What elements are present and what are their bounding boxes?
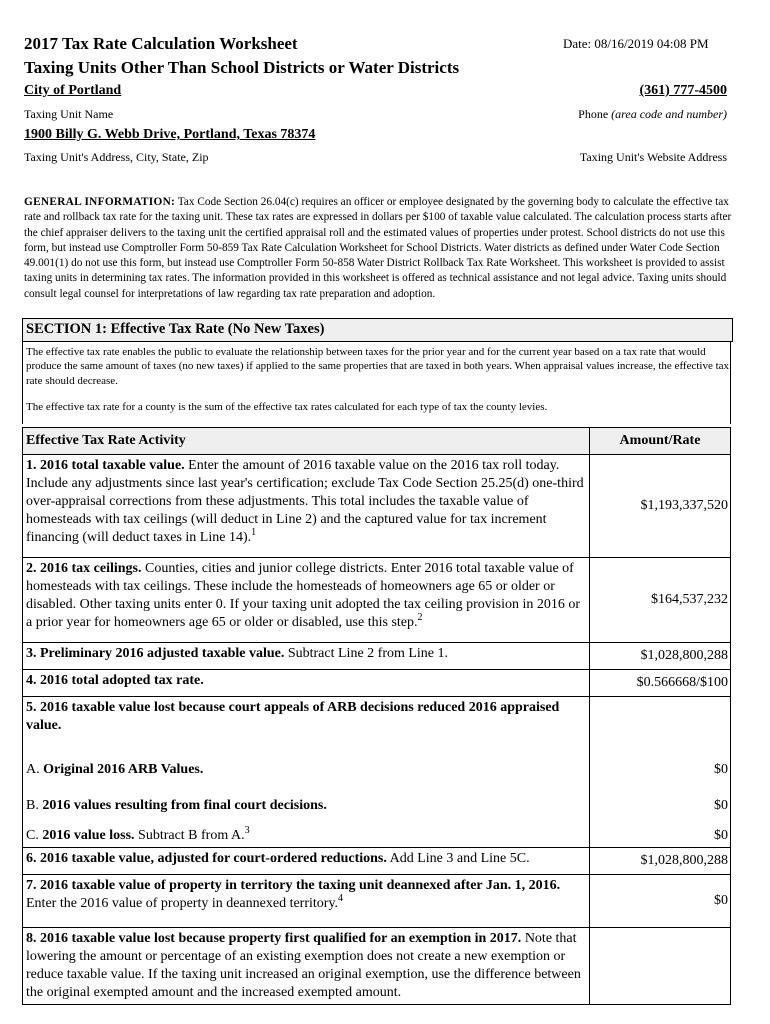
table-row bbox=[23, 875, 731, 928]
line-instructions: Subtract Line 2 from Line 1. bbox=[284, 646, 449, 661]
table-row bbox=[23, 781, 731, 817]
line-label: 8. 2016 taxable value lost because property first qualified for an exemption in 2017. bbox=[26, 931, 522, 946]
line-amount[interactable]: $1,028,800,288 bbox=[590, 848, 731, 875]
line-instructions: Enter the amount of 2016 taxable value on the 2016 tax roll today. Include any adjustments since last year's certification; exclude Tax Code Section 25.25(d) one-third over-appraisal corrections from these adjustments. This total includes the taxable value of homesteads with tax ceilings (will deduct in Line 2) and the captured value for tax increment financing (will deduct taxes in Line 14). bbox=[26, 458, 584, 545]
table-row bbox=[23, 643, 731, 670]
col-amount-header: Amount/Rate bbox=[590, 428, 731, 455]
footnote-marker: 2 bbox=[417, 612, 423, 623]
table-row bbox=[23, 697, 731, 746]
address-label: Taxing Unit's Address, City, State, Zip bbox=[24, 150, 209, 164]
line-description bbox=[23, 697, 590, 746]
table-row bbox=[23, 848, 731, 875]
line-prefix: C. bbox=[26, 828, 43, 843]
line-description bbox=[23, 781, 590, 817]
line-description bbox=[23, 558, 590, 643]
line-label: Original 2016 ARB Values. bbox=[43, 762, 204, 777]
section-1-heading: SECTION 1: Effective Tax Rate (No New Taxes) bbox=[22, 318, 733, 342]
line-description bbox=[23, 670, 590, 697]
line-description bbox=[23, 455, 590, 558]
table-row bbox=[23, 745, 731, 781]
line-amount[interactable]: $0 bbox=[590, 781, 731, 817]
line-amount[interactable]: $1,028,800,288 bbox=[590, 643, 731, 670]
general-information bbox=[24, 195, 742, 302]
table-header-row bbox=[23, 428, 731, 455]
line-instructions: Note that lowering the amount or percentage of an existing exemption does not create a new exemption or reduce taxable value. If the taxing unit increased an original exemption, use the difference between the original exempted amount and the increased exempted amount. bbox=[26, 931, 581, 1000]
worksheet-subtitle: Taxing Units Other Than School Districts or Water Districts bbox=[24, 58, 460, 77]
section-1-desc-paragraph-2: The effective tax rate for a county is the sum of the effective tax rates calculated for each type of tax the county levies. bbox=[26, 401, 548, 414]
table-row bbox=[23, 455, 731, 558]
footnote-marker: 4 bbox=[338, 893, 344, 904]
worksheet-date: Date: 08/16/2019 04:08 PM bbox=[563, 36, 709, 51]
taxing-unit-name-value[interactable]: City of Portland bbox=[24, 83, 122, 98]
line-instructions: Subtract B from A. bbox=[134, 828, 245, 843]
line-label: 6. 2016 taxable value, adjusted for court-ordered reductions. bbox=[26, 851, 387, 866]
website-label: Taxing Unit's Website Address bbox=[579, 150, 727, 164]
line-amount[interactable]: $0 bbox=[590, 817, 731, 848]
line-instructions: Add Line 3 and Line 5C. bbox=[386, 851, 530, 866]
table-row bbox=[23, 817, 731, 848]
line-instructions: Enter the 2016 value of property in deannexed territory. bbox=[26, 896, 339, 911]
line-label: 1. 2016 total taxable value. bbox=[26, 458, 185, 473]
line-amount[interactable]: $164,537,232 bbox=[590, 558, 731, 643]
phone-value[interactable]: (361) 777-4500 bbox=[639, 83, 727, 98]
line-label: 4. 2016 total adopted tax rate. bbox=[26, 673, 204, 688]
line-description bbox=[23, 848, 590, 875]
table-row bbox=[23, 670, 731, 697]
phone-label: Phone (area code and number) bbox=[578, 107, 727, 121]
section-1-description bbox=[22, 341, 731, 424]
line-amount[interactable] bbox=[590, 697, 731, 746]
line-description bbox=[23, 928, 590, 1005]
line-instructions: Counties, cities and junior college districts. Enter 2016 total taxable value of homesteads with tax ceilings. These include the homesteads of homeowners age 65 or older or disabled. Other taxing units enter 0. If your taxing unit adopted the tax ceiling provision in 2016 or a prior year for homeowners age 65 or older or disabled, use this step. bbox=[26, 561, 581, 630]
line-label: 3. Preliminary 2016 adjusted taxable value. bbox=[26, 646, 285, 661]
line-prefix: B. bbox=[26, 798, 43, 813]
line-amount[interactable]: $1,193,337,520 bbox=[590, 455, 731, 558]
table-row bbox=[23, 928, 731, 1005]
general-information-text: Tax Code Section 26.04(c) requires an officer or employee designated by the governing body to calculate the effective tax rate and rollback tax rate for the taxing unit. These tax rates are expressed in dollars per $100 of taxable value calculated. The calculation process starts after the chief appraiser delivers to the taxing unit the certified appraisal roll and the estimated values of properties under protest. School districts do not use this form, but instead use Comptroller Form 50-859 Tax Rate Calculation Worksheet for School Districts. Water districts as defined under Water Code Section 49.001(1) do not use this form, but instead use Comptroller Form 50-858 Water District Rollback Tax Rate Worksheet. This worksheet is provided to assist taxing units in determining tax rates. The information provided in this worksheet is offered as technical assistance and not legal advice. Taxing units should consult legal counsel for interpretations of law regarding tax rate preparation and adoption. bbox=[24, 196, 732, 300]
section-1-desc-paragraph-1: The effective tax rate enables the public to evaluate the relationship between taxes for the prior year and for the current year based on a tax rate that would produce the same amount of taxes (no new taxes) if applied to the same properties that are taxed in both years. When appraisal values increase, the effective tax rate should decrease. bbox=[26, 346, 730, 387]
col-activity-header: Effective Tax Rate Activity bbox=[23, 428, 590, 455]
line-description bbox=[23, 745, 590, 781]
line-description bbox=[23, 817, 590, 848]
line-amount[interactable]: $0.566668/$100 bbox=[590, 670, 731, 697]
line-description bbox=[23, 875, 590, 928]
line-label: 5. 2016 taxable value lost because court appeals of ARB decisions reduced 2016 appraised value. bbox=[26, 700, 560, 733]
line-description bbox=[23, 643, 590, 670]
line-amount[interactable]: $0 bbox=[590, 745, 731, 781]
worksheet-title: 2017 Tax Rate Calculation Worksheet bbox=[24, 34, 298, 53]
line-amount[interactable]: $0 bbox=[590, 875, 731, 928]
effective-tax-rate-table bbox=[22, 427, 731, 1005]
line-label: 2. 2016 tax ceilings. bbox=[26, 561, 142, 576]
footnote-marker: 3 bbox=[244, 825, 250, 836]
line-label: 2016 value loss. bbox=[42, 828, 135, 843]
table-row bbox=[23, 558, 731, 643]
line-prefix: A. bbox=[26, 762, 44, 777]
line-amount[interactable] bbox=[590, 928, 731, 1005]
taxing-unit-name-label: Taxing Unit Name bbox=[24, 107, 114, 121]
address-value[interactable]: 1900 Billy G. Webb Drive, Portland, Texas 78374 bbox=[24, 127, 316, 142]
line-label: 2016 values resulting from final court decisions. bbox=[42, 798, 327, 813]
footnote-marker: 1 bbox=[251, 527, 257, 538]
line-label: 7. 2016 taxable value of property in territory the taxing unit deannexed after Jan. 1, 2016. bbox=[26, 878, 561, 893]
general-information-lead: GENERAL INFORMATION: bbox=[24, 196, 176, 208]
